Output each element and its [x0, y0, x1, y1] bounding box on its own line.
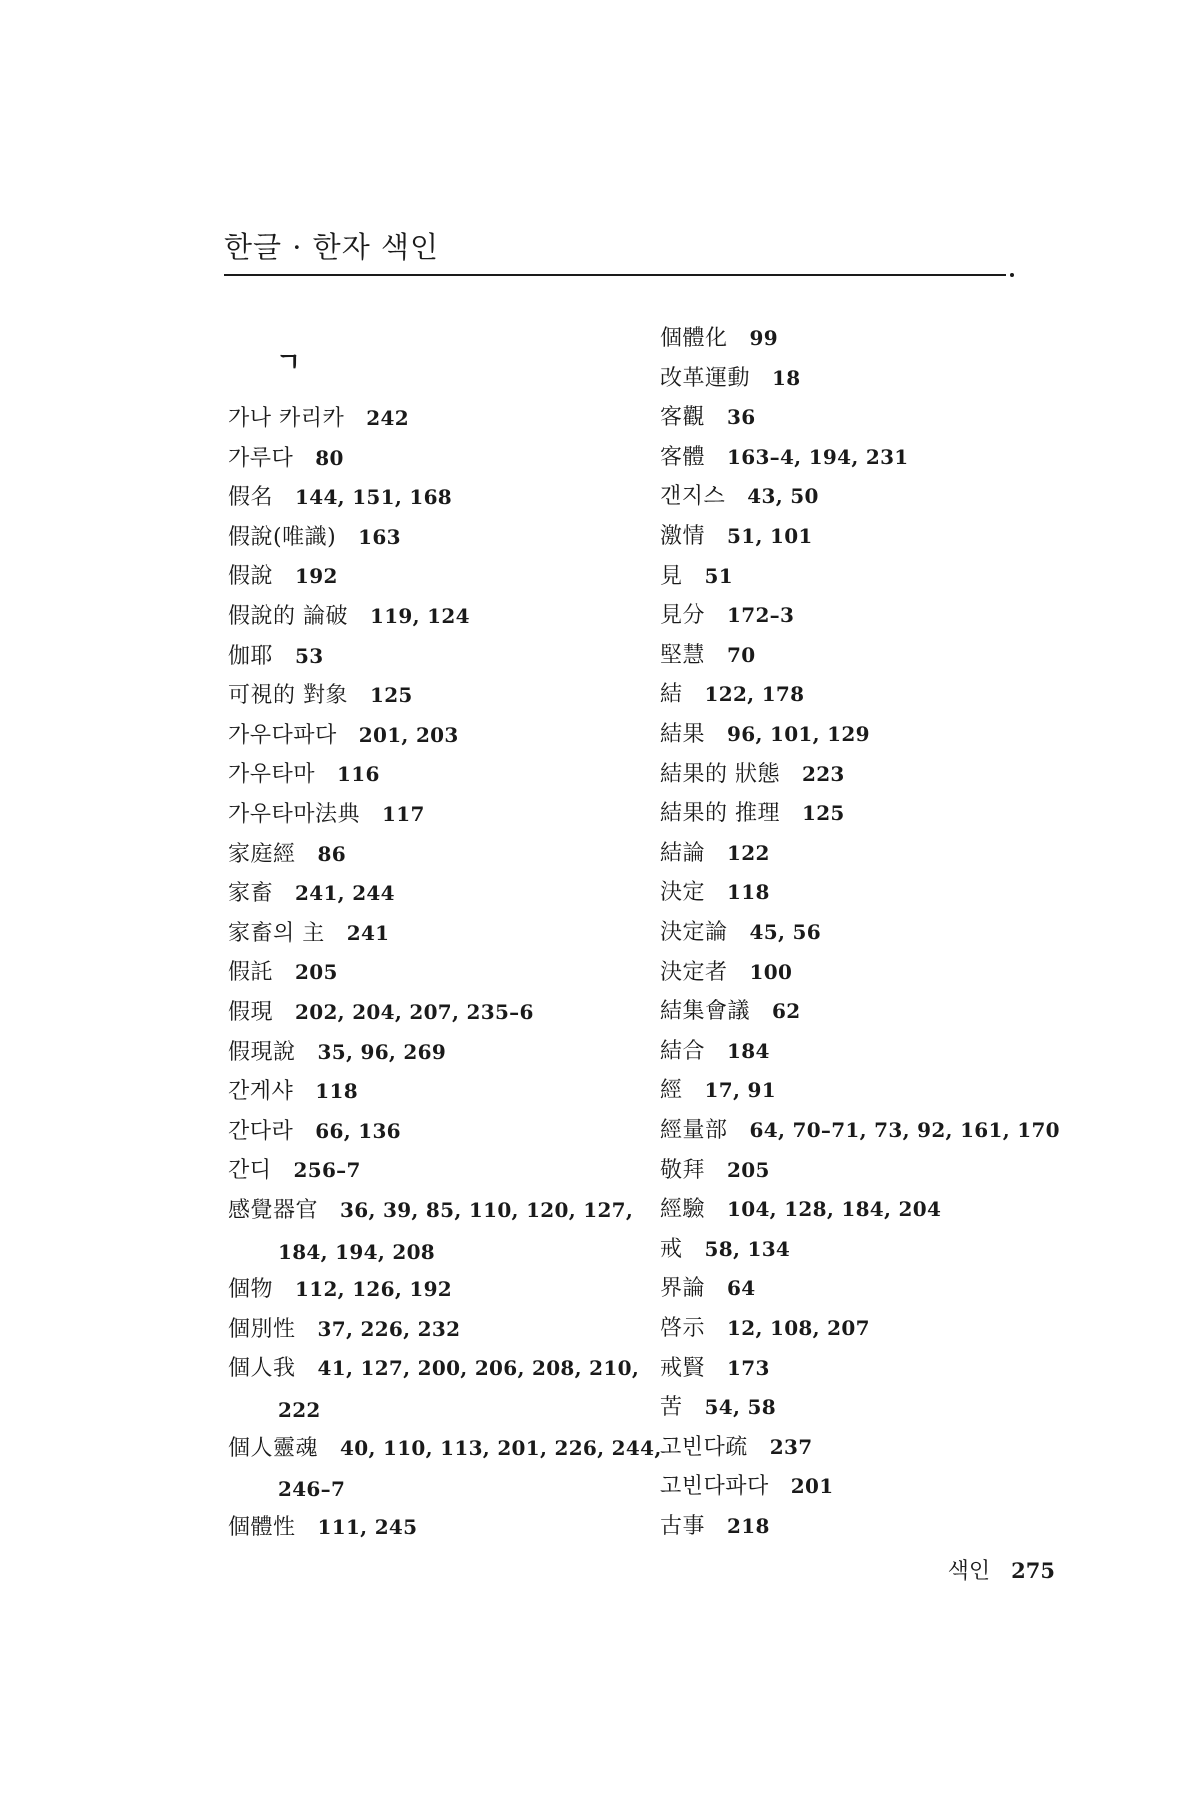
index-entry [228, 841, 346, 868]
index-term: 戒 [660, 1236, 683, 1262]
index-pages: 122 [727, 840, 770, 865]
index-pages: 51, 101 [727, 524, 813, 548]
index-pages: 118 [727, 880, 770, 905]
index-pages: 119, 124 [370, 604, 470, 628]
index-entry [228, 1157, 361, 1184]
index-pages-continued: 184, 194, 208 [278, 1239, 435, 1264]
index-term: 假現 [228, 1000, 274, 1025]
index-term: 가우다파다 [228, 722, 337, 748]
index-term: 決定者 [660, 959, 728, 985]
index-pages: 45, 56 [749, 920, 821, 944]
index-entry [660, 1513, 770, 1540]
index-pages: 112, 126, 192 [295, 1277, 453, 1302]
index-pages: 53 [295, 643, 324, 668]
index-term: 苦 [660, 1395, 683, 1421]
index-pages: 116 [337, 762, 380, 787]
index-entry [228, 643, 323, 670]
index-entry [660, 602, 794, 629]
index-pages: 201 [790, 1474, 834, 1499]
index-pages: 58, 134 [704, 1236, 791, 1261]
index-pages: 37, 226, 232 [317, 1316, 461, 1341]
index-pages: 54, 58 [704, 1395, 776, 1420]
index-pages: 201, 203 [358, 722, 459, 747]
index-pages: 256–7 [293, 1158, 361, 1183]
index-term: 堅慧 [660, 642, 706, 668]
index-entry [660, 1077, 776, 1104]
index-pages-continued: 222 [278, 1398, 321, 1422]
index-term: 伽耶 [228, 643, 274, 669]
index-term: 結 [660, 682, 683, 708]
index-term: 고빈다疏 [660, 1434, 748, 1460]
index-term: 客體 [660, 444, 706, 470]
index-pages: 40, 110, 113, 201, 226, 244, [340, 1435, 662, 1460]
index-pages: 122, 178 [704, 682, 805, 707]
index-term: 個物 [228, 1277, 274, 1303]
index-pages: 80 [315, 445, 344, 470]
index-pages: 242 [366, 406, 409, 430]
page-footer [948, 1554, 1055, 1585]
index-entry [228, 1197, 633, 1224]
index-pages: 36, 39, 85, 110, 120, 127, [340, 1198, 634, 1222]
index-term: 改革運動 [660, 365, 751, 391]
index-entry [660, 1394, 776, 1421]
index-term: 假名 [228, 485, 274, 511]
index-term: 結果的 推理 [660, 801, 780, 827]
section-letter: ㄱ [276, 348, 302, 378]
index-pages: 192 [295, 564, 338, 589]
index-pages: 144, 151, 168 [295, 485, 453, 510]
index-entry [228, 801, 425, 828]
index-entry [660, 1038, 770, 1065]
index-entry [660, 523, 813, 550]
index-pages: 125 [370, 683, 413, 708]
index-term: 家庭經 [228, 841, 296, 867]
index-pages: 35, 96, 269 [317, 1039, 447, 1064]
index-term: 假現說 [228, 1039, 296, 1065]
index-entry [228, 682, 413, 709]
index-entry [660, 325, 778, 352]
index-pages: 163 [358, 524, 401, 549]
index-entry [660, 404, 755, 431]
index-entry [228, 1118, 401, 1145]
index-entry [228, 484, 452, 511]
index-entry [228, 445, 344, 472]
index-term: 가나 카리카 [228, 406, 345, 431]
index-term: 決定論 [660, 920, 728, 945]
index-entry [660, 919, 821, 946]
index-term: 고빈다파다 [660, 1474, 769, 1500]
index-term: 決定 [660, 880, 706, 906]
index-term: 戒賢 [660, 1355, 706, 1381]
index-entry [660, 1157, 770, 1184]
index-entry [660, 563, 733, 590]
index-pages: 66, 136 [315, 1118, 401, 1143]
index-pages: 241, 244 [295, 881, 395, 906]
index-term: 可視的 對象 [228, 683, 348, 709]
index-entry [660, 879, 770, 906]
index-pages: 43, 50 [747, 484, 819, 509]
index-pages: 205 [295, 960, 338, 985]
index-pages: 99 [749, 326, 778, 350]
index-pages: 172–3 [727, 603, 795, 628]
index-term: 假託 [228, 960, 274, 986]
index-term: 個人我 [228, 1356, 296, 1382]
index-pages: 111, 245 [317, 1514, 418, 1539]
index-pages: 70 [727, 642, 756, 667]
index-pages: 64 [727, 1276, 756, 1301]
index-pages: 18 [772, 365, 801, 390]
index-entry [660, 365, 800, 392]
index-term: 結果 [660, 722, 706, 747]
index-term: 假說(唯識) [228, 524, 337, 550]
index-entry [228, 1435, 662, 1462]
index-entry [660, 1315, 870, 1342]
header-rule [224, 274, 1006, 276]
index-pages: 12, 108, 207 [727, 1316, 870, 1340]
index-term: 經量部 [660, 1118, 728, 1143]
index-pages: 64, 70–71, 73, 92, 161, 170 [749, 1118, 1060, 1142]
index-term: 結果的 狀態 [660, 761, 780, 787]
index-entry [660, 642, 755, 669]
index-term: 結集會議 [660, 999, 751, 1025]
index-term: 個體化 [660, 326, 728, 351]
index-term: 經驗 [660, 1197, 706, 1223]
index-pages: 173 [727, 1355, 770, 1380]
index-term: 啓示 [660, 1316, 706, 1341]
index-term: 激情 [660, 524, 706, 549]
index-pages: 241 [346, 920, 390, 945]
index-pages: 51 [704, 563, 733, 588]
index-pages: 62 [772, 999, 801, 1024]
index-term: 客觀 [660, 405, 706, 431]
index-entry [228, 1276, 452, 1303]
index-term: 가우타마 [228, 762, 316, 788]
index-pages: 237 [769, 1434, 813, 1459]
page-number: 275 [1011, 1558, 1055, 1583]
index-term: 經 [660, 1078, 683, 1104]
index-pages: 117 [382, 802, 425, 826]
index-term: 見分 [660, 603, 706, 629]
index-entry [660, 1434, 812, 1461]
index-entry [660, 1355, 770, 1382]
index-term: 간디 [228, 1158, 272, 1184]
footer-label: 색인 [947, 1559, 991, 1584]
index-term: 個體性 [228, 1514, 296, 1540]
index-entry [660, 840, 770, 867]
index-entry [228, 563, 338, 590]
index-term: 갠지스 [660, 484, 726, 510]
index-entry [660, 959, 792, 986]
index-entry [660, 998, 800, 1025]
index-term: 假說 [228, 564, 274, 590]
index-pages: 17, 91 [704, 1078, 776, 1103]
index-entry [228, 722, 459, 749]
index-entry [660, 1275, 755, 1302]
index-entry [660, 1236, 790, 1263]
index-pages: 163–4, 194, 231 [727, 444, 909, 469]
index-pages: 96, 101, 129 [727, 722, 870, 746]
index-term: 간게샤 [228, 1079, 294, 1105]
index-entry [228, 999, 534, 1026]
index-entry [660, 681, 804, 708]
index-entry [660, 483, 819, 510]
index-entry [228, 603, 470, 630]
index-pages: 86 [317, 841, 346, 866]
index-entry [228, 959, 338, 986]
index-entry [228, 1039, 446, 1066]
index-term: 간다라 [228, 1118, 294, 1144]
index-entry [660, 444, 909, 471]
index-entry [228, 761, 380, 788]
index-pages: 36 [727, 405, 756, 430]
index-entry [228, 1316, 460, 1343]
index-pages: 202, 204, 207, 235–6 [295, 1000, 534, 1024]
index-entry [228, 524, 401, 551]
index-term: 古事 [660, 1514, 706, 1539]
index-term: 結論 [660, 840, 706, 866]
index-pages: 223 [802, 761, 845, 786]
index-term: 界論 [660, 1276, 706, 1302]
index-entry [228, 880, 395, 907]
index-entry [228, 1355, 639, 1382]
index-pages: 205 [727, 1157, 770, 1182]
index-pages: 104, 128, 184, 204 [727, 1197, 942, 1222]
index-term: 假說的 論破 [228, 604, 348, 629]
index-entry [228, 1514, 417, 1541]
page-title: 한글 · 한자 색인 [224, 230, 439, 264]
index-entry [660, 1473, 833, 1500]
index-entry [660, 1196, 941, 1223]
index-term: 家畜의 主 [228, 920, 325, 946]
index-term: 家畜 [228, 881, 274, 907]
index-pages: 41, 127, 200, 206, 208, 210, [317, 1356, 640, 1381]
index-term: 感覺器官 [228, 1198, 319, 1223]
index-entry [228, 920, 389, 947]
index-entry [228, 405, 409, 432]
index-entry [660, 1117, 1060, 1144]
index-pages: 184 [727, 1038, 770, 1063]
index-entry [660, 721, 870, 748]
index-term: 가루다 [228, 445, 294, 471]
index-term: 敬拜 [660, 1157, 706, 1183]
index-term: 個別性 [228, 1316, 296, 1342]
index-term: 個人靈魂 [228, 1435, 319, 1461]
index-term: 見 [660, 563, 683, 589]
index-entry [660, 800, 845, 827]
index-entry [228, 1078, 358, 1105]
index-entry [660, 761, 845, 788]
index-term: 結合 [660, 1038, 706, 1064]
index-pages-continued: 246–7 [278, 1477, 346, 1502]
index-pages: 125 [802, 801, 845, 826]
index-pages: 100 [749, 959, 793, 984]
index-term: 가우타마法典 [228, 802, 361, 827]
index-pages: 218 [727, 1514, 770, 1538]
index-pages: 118 [315, 1079, 358, 1104]
